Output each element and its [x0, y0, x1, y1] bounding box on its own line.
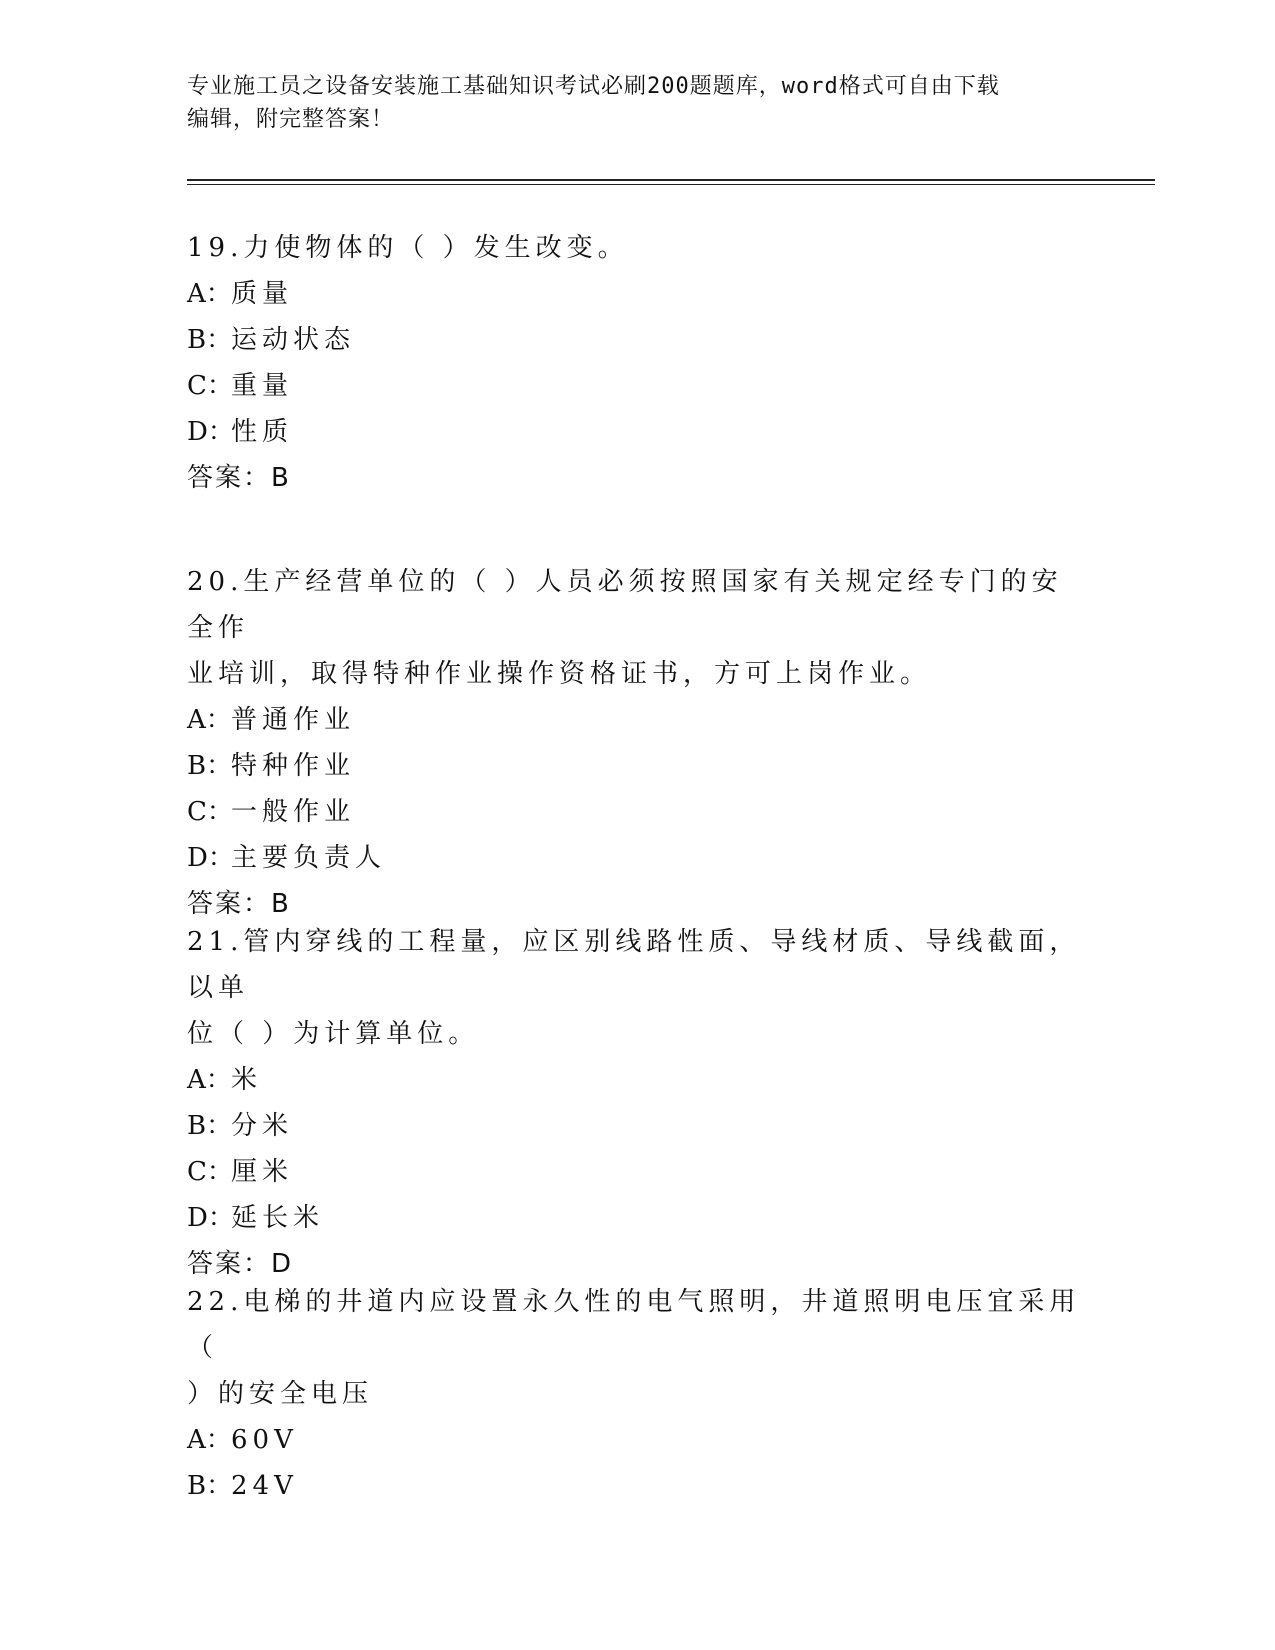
option-c: [187, 363, 1087, 409]
option-c: [187, 1149, 1087, 1195]
option-b: [187, 1463, 1087, 1509]
option-letter: B：: [187, 1111, 233, 1141]
option-letter: A：: [187, 1065, 232, 1095]
question-text: 19.力使物体的（ ）发生改变。: [187, 233, 629, 263]
option-a: [187, 697, 1087, 743]
question-21: [187, 919, 1087, 1287]
question-22: [187, 1279, 1087, 1509]
option-text: 60V: [231, 1425, 298, 1455]
option-text: 米: [231, 1065, 263, 1095]
question-text-continued: ）的安全电压: [187, 1379, 374, 1409]
answer-label: 答案：B: [187, 889, 291, 919]
option-a: [187, 271, 1087, 317]
question-20: [187, 559, 1087, 927]
question-text: 22.电梯的井道内应设置永久性的电气照明，井道照明电压宜采用（: [187, 1287, 1081, 1363]
option-letter: C：: [187, 797, 233, 827]
question-text-continued: 位（ ）为计算单位。: [187, 1019, 480, 1049]
option-a: [187, 1057, 1087, 1103]
option-text: 主要负责人: [231, 843, 387, 873]
question-19: [187, 225, 1087, 501]
option-b: [187, 1103, 1087, 1149]
option-text: 厘米: [231, 1157, 294, 1187]
option-d: [187, 1195, 1087, 1241]
option-d: [187, 835, 1087, 881]
option-letter: B：: [187, 1471, 233, 1501]
option-text: 普通作业: [231, 705, 356, 735]
option-a: [187, 1417, 1087, 1463]
option-letter: C：: [187, 371, 233, 401]
option-text: 分米: [231, 1111, 294, 1141]
option-text: 运动状态: [231, 325, 356, 355]
option-letter: A：: [187, 1425, 232, 1455]
option-text: 一般作业: [231, 797, 356, 827]
option-letter: D：: [187, 1203, 234, 1233]
option-c: [187, 789, 1087, 835]
header-line-1: 专业施工员之设备安装施工基础知识考试必刷200题题库，word格式可自由下载: [187, 74, 1000, 99]
header-divider: [187, 179, 1155, 185]
option-letter: B：: [187, 751, 233, 781]
answer-label: 答案：D: [187, 1249, 294, 1279]
option-b: [187, 743, 1087, 789]
option-letter: B：: [187, 325, 233, 355]
option-letter: A：: [187, 705, 232, 735]
header-line-2: 编辑，附完整答案！: [187, 107, 395, 132]
option-text: 质量: [231, 279, 294, 309]
option-text: 重量: [231, 371, 294, 401]
option-text: 性质: [231, 417, 294, 447]
option-b: [187, 317, 1087, 363]
option-text: 延长米: [231, 1203, 325, 1233]
question-text: 20.生产经营单位的（ ）人员必须按照国家有关规定经专门的安全作: [187, 567, 1063, 643]
document-header: [187, 70, 1087, 136]
option-letter: D：: [187, 417, 234, 447]
option-letter: D：: [187, 843, 234, 873]
option-d: [187, 409, 1087, 455]
question-text-continued: 业培训，取得特种作业操作资格证书，方可上岗作业。: [187, 659, 932, 689]
option-letter: C：: [187, 1157, 233, 1187]
answer-label: 答案：B: [187, 463, 291, 493]
option-letter: A：: [187, 279, 232, 309]
option-text: 特种作业: [231, 751, 356, 781]
option-text: 24V: [231, 1471, 298, 1501]
question-text: 21.管内穿线的工程量，应区别线路性质、导线材质、导线截面，以单: [187, 927, 1081, 1003]
